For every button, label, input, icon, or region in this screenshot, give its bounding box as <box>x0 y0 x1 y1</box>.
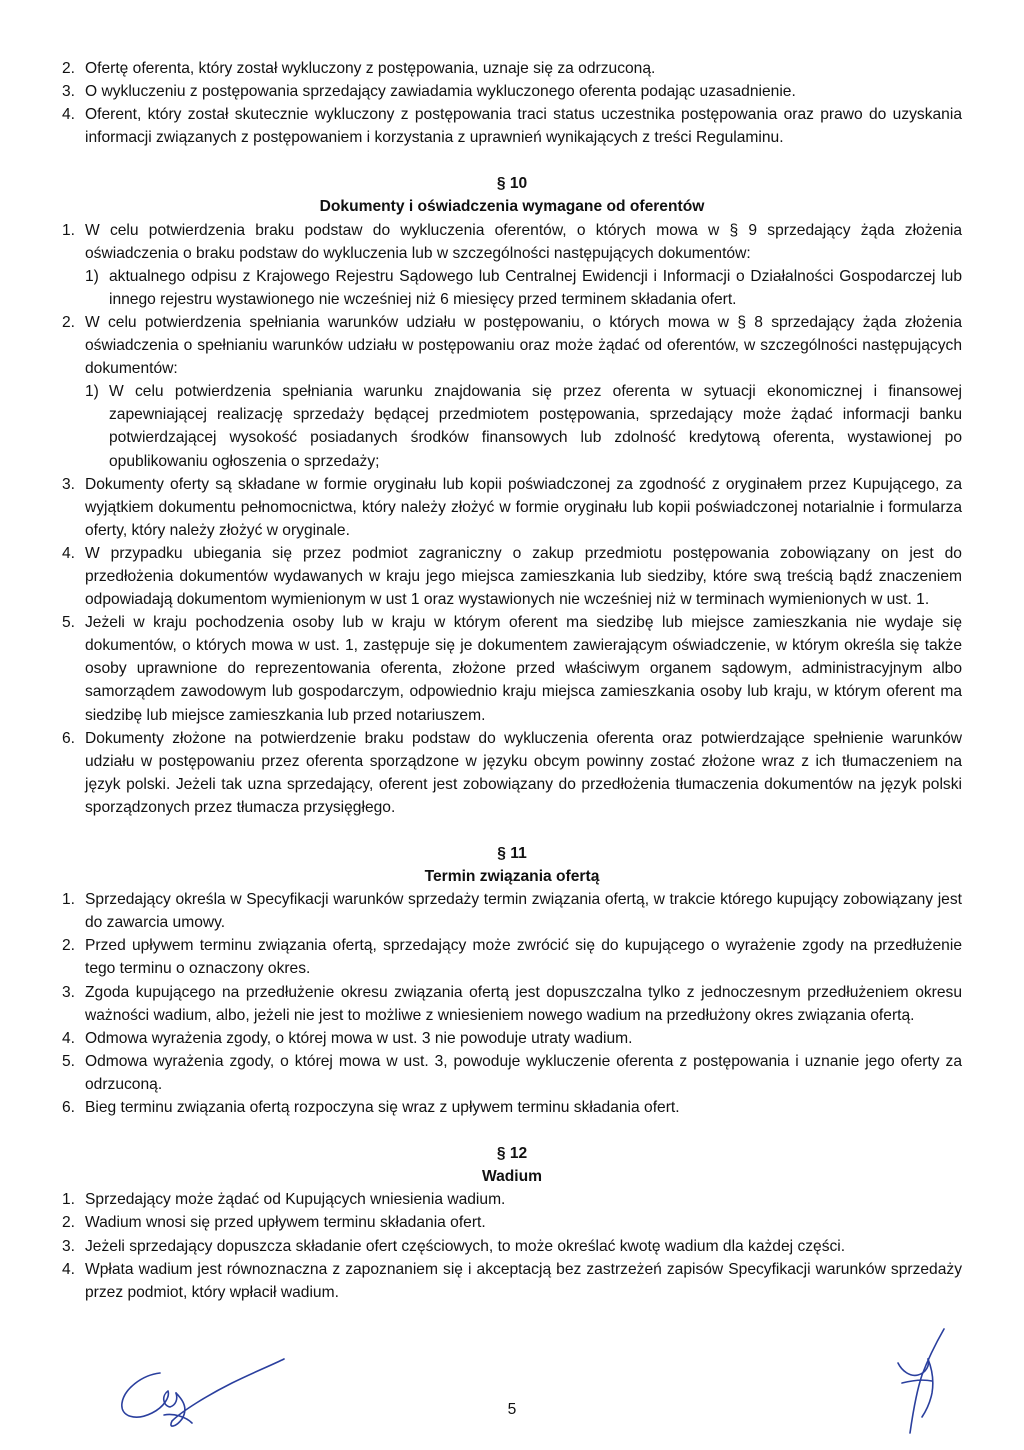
item-text: Odmowa wyrażenia zgody, o której mowa w ust. 3 nie powoduje utraty wadium. <box>85 1029 633 1047</box>
item-text: Bieg terminu związania ofertą rozpoczyna się wraz z upływem terminu składania ofert. <box>85 1099 680 1117</box>
item-number: 2. <box>62 313 76 331</box>
list-item <box>62 80 962 103</box>
list-item <box>62 1188 962 1211</box>
item-number: 6. <box>62 1099 76 1117</box>
list-item <box>62 1258 962 1304</box>
item-number: 3. <box>62 983 76 1001</box>
sub-item-text: W celu potwierdzenia spełniania warunku znajdowania się przez oferenta w sytuacji ekonomicznej i finansowej zapewniającej realizację sprzedaży będącej przedmiotem postępowania, sprzedający może żądać informacji banku potwierdzającej wysokość posiadanych środków finansowych lub zdolność kredytową oferenta, wystawionej po opublikowaniu ogłoszenia o sprzedaży; <box>109 383 962 470</box>
list-item <box>62 981 962 1027</box>
item-number: 4. <box>62 1029 76 1047</box>
item-text: W celu potwierdzenia braku podstaw do wykluczenia oferentów, o których mowa w § 9 sprzedający żąda złożenia oświadczenia o braku podstaw do wykluczenia lub w szczególności następujących dokumentów: <box>85 221 962 262</box>
section-title: Wadium <box>481 1168 543 1186</box>
section-number: § 12 <box>496 1145 528 1163</box>
sub-item-number: 1) <box>85 383 99 401</box>
section-heading-11 <box>62 842 962 888</box>
item-text: Przed upływem terminu związania ofertą, sprzedający może zwrócić się do kupującego o wyrażenie zgody na przedłużenie tego terminu o oznaczony okres. <box>85 937 962 978</box>
item-text: Dokumenty złożone na potwierdzenie braku podstaw do wykluczenia oferenta oraz potwierdzające spełnienie warunków udziału w postępowaniu przez oferenta sporządzone w języku obcym powinny zostać złożone wraz z ich tłumaczeniem na język polski. Jeżeli tak uzna sprzedający, oferent jest zobowiązany do przedłożenia tłumaczenia dokumentów na język polski sporządzonych przez tłumacza przysięgłego. <box>85 729 962 816</box>
sub-item-number: 1) <box>85 267 99 285</box>
item-number: 4. <box>62 106 76 124</box>
item-text: Dokumenty oferty są składane w formie oryginału lub kopii poświadczonej za zgodność z oryginałem przez Kupującego, za wyjątkiem dokumentu pełnomocnictwa, który należy złożyć w formie oryginału lub kopii poświadczonej notarialnie i formularza oferty, który należy złożyć w oryginale. <box>85 475 962 539</box>
list-item <box>62 219 962 265</box>
list-item <box>62 1211 962 1234</box>
item-text: Zgoda kupującego na przedłużenie okresu związania ofertą jest dopuszczalna tylko z jednoczesnym przedłużeniem okresu ważności wadium, albo, jeżeli nie jest to możliwe z wniesieniem nowego wadium na przedłużony okres związania ofertą. <box>85 983 962 1024</box>
item-number: 3. <box>62 475 76 493</box>
list-item <box>62 542 962 611</box>
list-item <box>62 888 962 934</box>
item-text: W przypadku ubiegania się przez podmiot zagraniczny o zakup przedmiotu postępowania zobowiązany on jest do przedłożenia dokumentów wydawanych w kraju jego miejsca zamieszkania lub siedziby, które swą treścią bądź znaczeniem odpowiadają dokumentom wymienionym w ust 1 oraz wystawionych nie wcześniej niż w terminach wymienionych w ust. 1. <box>85 544 962 609</box>
list-item <box>62 1096 962 1119</box>
item-text: O wykluczeniu z postępowania sprzedający zawiadamia wykluczonego oferenta podając uzasadnienie. <box>85 83 796 101</box>
item-number: 3. <box>62 83 76 101</box>
list-item <box>62 934 962 980</box>
item-number: 1. <box>62 221 76 239</box>
item-number: 5. <box>62 1052 76 1070</box>
sub-list-item <box>62 380 962 472</box>
list-item <box>62 473 962 542</box>
item-number: 1. <box>62 1191 76 1209</box>
item-text: Wpłata wadium jest równoznaczna z zapoznaniem się i akceptacją bez zastrzeżeń zapisów Specyfikacji warunków sprzedaży przez podmiot, który wpłacił wadium. <box>85 1260 962 1301</box>
item-number: 5. <box>62 614 76 632</box>
list-item <box>62 311 962 380</box>
item-text: Sprzedający może żądać od Kupujących wniesienia wadium. <box>85 1191 506 1209</box>
section-number: § 10 <box>496 175 528 193</box>
section-heading-12 <box>62 1142 962 1188</box>
list-item <box>62 611 962 726</box>
item-number: 4. <box>62 1260 76 1278</box>
item-text: W celu potwierdzenia spełniania warunków udziału w postępowaniu, o których mowa w § 8 sprzedający żąda złożenia oświadczenia o spełnianiu warunków udziału w postępowaniu oraz może żądać od oferentów, w szczególności następujących dokumentów: <box>85 313 962 378</box>
item-text: Odmowa wyrażenia zgody, o której mowa w ust. 3, powoduje wykluczenie oferenta z postępowania i uznanie jego oferty za odrzuconą. <box>85 1052 962 1093</box>
document-body <box>62 57 962 1304</box>
signature-left <box>112 1355 297 1435</box>
item-number: 2. <box>62 1214 76 1232</box>
section-number: § 11 <box>497 845 527 862</box>
list-item <box>62 1235 962 1258</box>
item-number: 6. <box>62 729 76 747</box>
item-text: Wadium wnosi się przed upływem terminu składania ofert. <box>85 1214 486 1232</box>
item-number: 4. <box>62 544 76 562</box>
section-heading-10 <box>62 172 962 218</box>
item-number: 2. <box>62 937 76 955</box>
item-text: Oferent, który został skutecznie wykluczony z postępowania traci status uczestnika postępowania oraz prawo do uzyskania informacji związanych z postępowaniem i korzystania z uprawnień wynikających z treści Regulaminu. <box>85 106 962 147</box>
list-item <box>62 1027 962 1050</box>
item-number: 1. <box>62 891 76 909</box>
item-text: Jeżeli w kraju pochodzenia osoby lub w kraju w którym oferent ma siedzibę lub miejsce zamieszkania nie wydaje się dokumentów, o których mowa w ust. 1, zastępuje się je dokumentem zawierającym oświadczenie, w którym określa się także osoby uprawnione do reprezentowania oferenta, złożone przed właściwym organem sądowym, administracyjnym albo samorządem zawodowym lub gospodarczym, odpowiednio kraju miejsca zamieszkania osoby lub kraju, w którym oferent ma siedzibę lub miejsce zamieszkania lub przed notariuszem. <box>85 614 962 724</box>
list-item <box>62 103 962 149</box>
list-item <box>62 1050 962 1096</box>
sub-list-item <box>62 265 962 311</box>
signature-right <box>888 1325 958 1440</box>
section-title: Dokumenty i oświadczenia wymagane od oferentów <box>319 198 705 216</box>
item-number: 2. <box>62 60 76 77</box>
item-text: Sprzedający określa w Specyfikacji warunków sprzedaży termin związania ofertą, w trakcie którego kupujący zobowiązany jest do zawarcia umowy. <box>85 891 962 932</box>
item-text: Ofertę oferenta, który został wykluczony z postępowania, uznaje się za odrzuconą. <box>85 60 656 77</box>
list-item <box>62 57 962 80</box>
page-number: 5 <box>507 1401 517 1418</box>
item-text: Jeżeli sprzedający dopuszcza składanie ofert częściowych, to może określać kwotę wadium dla każdej części. <box>85 1237 846 1255</box>
list-item <box>62 727 962 819</box>
sub-item-text: aktualnego odpisu z Krajowego Rejestru Sądowego lub Centralnej Ewidencji i Informacji o Działalności Gospodarczej lub innego rejestru wystawionego nie wcześniej niż 6 miesięcy przed terminem składania ofert. <box>109 267 962 308</box>
item-number: 3. <box>62 1237 76 1255</box>
section-title: Termin związania ofertą <box>424 868 600 886</box>
